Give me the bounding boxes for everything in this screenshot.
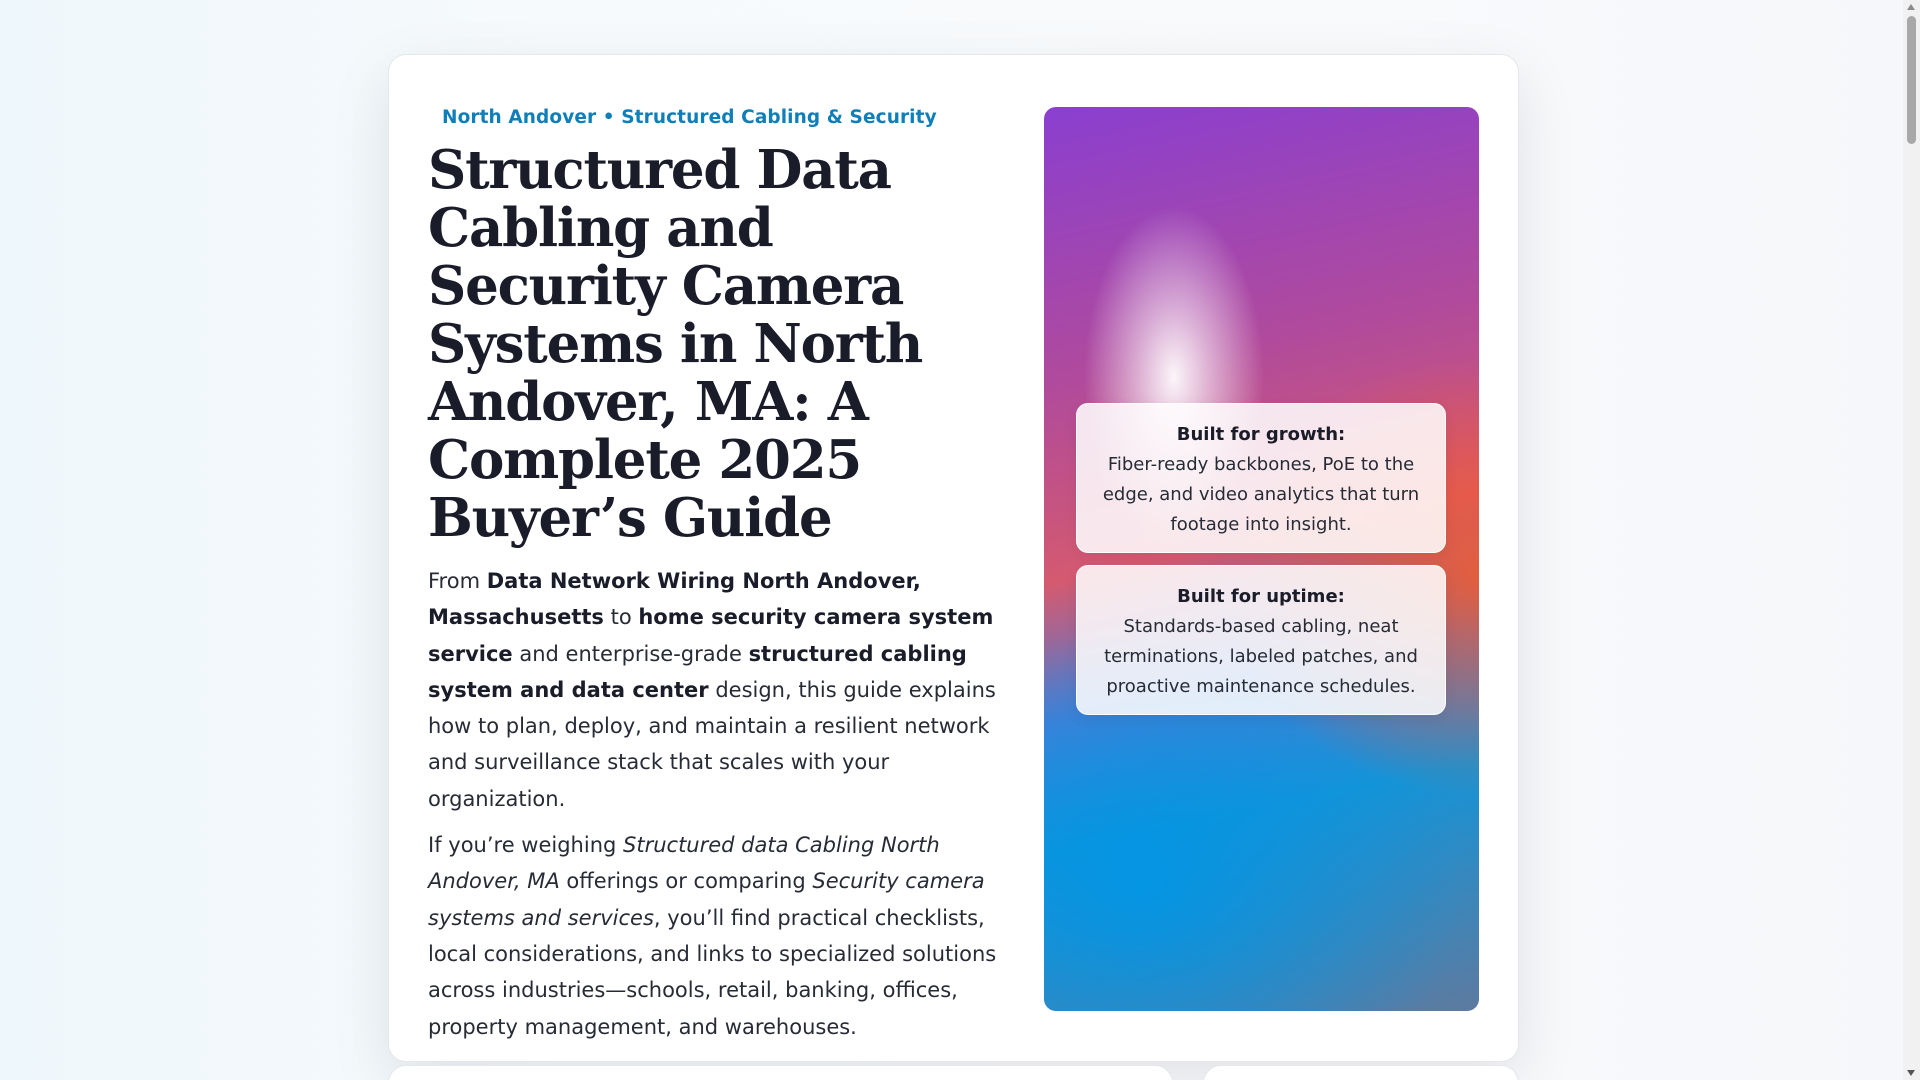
weighing-emphasis-cabling: Structured data Cabling North Andover, MA (428, 833, 940, 894)
intro-text-3: and enterprise-grade (512, 641, 749, 666)
note-body-uptime: Standards-based cabling, neat terminations, labeled patches, and proactive maintenance schedules. (1104, 616, 1418, 697)
note-body-growth: Fiber-ready backbones, PoE to the edge, and video analytics that turn footage into insight. (1102, 454, 1420, 535)
weighing-emphasis-security: Security camera systems and services (428, 869, 985, 930)
weighing-text-2: offerings or comparing (559, 869, 813, 894)
hero-visual (1044, 107, 1479, 1011)
intro-paragraph (428, 563, 1003, 817)
note-title-growth: Built for growth: (1176, 424, 1346, 445)
intro-keyword-data-network-wiring: Data Network Wiring North Andover, Massachusetts (428, 569, 921, 630)
hero-text (428, 107, 1003, 1045)
next-section-card-left (388, 1065, 1173, 1080)
scrollbar-thumb[interactable] (1907, 16, 1916, 144)
note-card-growth (1076, 403, 1446, 553)
next-section-card-right (1203, 1065, 1519, 1080)
scroll-up-arrow-icon[interactable] (1907, 4, 1915, 10)
weighing-text-3: , you’ll find practical checklists, local considerations, and links to specialized solutions across industries—schools, retail, banking, offices, property management, and warehouses. (428, 905, 997, 1039)
intro-text-4: design, this guide explains how to plan, deploy, and maintain a resilient network and surveillance stack that scales with your organization. (428, 677, 996, 811)
page-scrollbar[interactable] (1903, 0, 1920, 1080)
intro-text-1: From (428, 569, 487, 593)
intro-keyword-home-security: home security camera system service (428, 605, 994, 666)
intro-text-2: to (603, 605, 639, 630)
weighing-paragraph (428, 827, 1003, 1045)
page-title: Structured Data Cabling and Security Camera Systems in North Andover, MA: A Complete 2025 Buyer’s Guide (428, 139, 923, 549)
note-card-uptime (1076, 565, 1446, 715)
hero-card (388, 54, 1519, 1062)
weighing-text-1: If you’re weighing (428, 833, 624, 858)
note-title-uptime: Built for uptime: (1177, 586, 1345, 607)
scroll-down-arrow-icon[interactable] (1907, 1070, 1915, 1076)
intro-keyword-structured-cabling: structured cabling system and data center (428, 641, 967, 702)
eyebrow-tag: North Andover • Structured Cabling & Security (442, 107, 937, 128)
